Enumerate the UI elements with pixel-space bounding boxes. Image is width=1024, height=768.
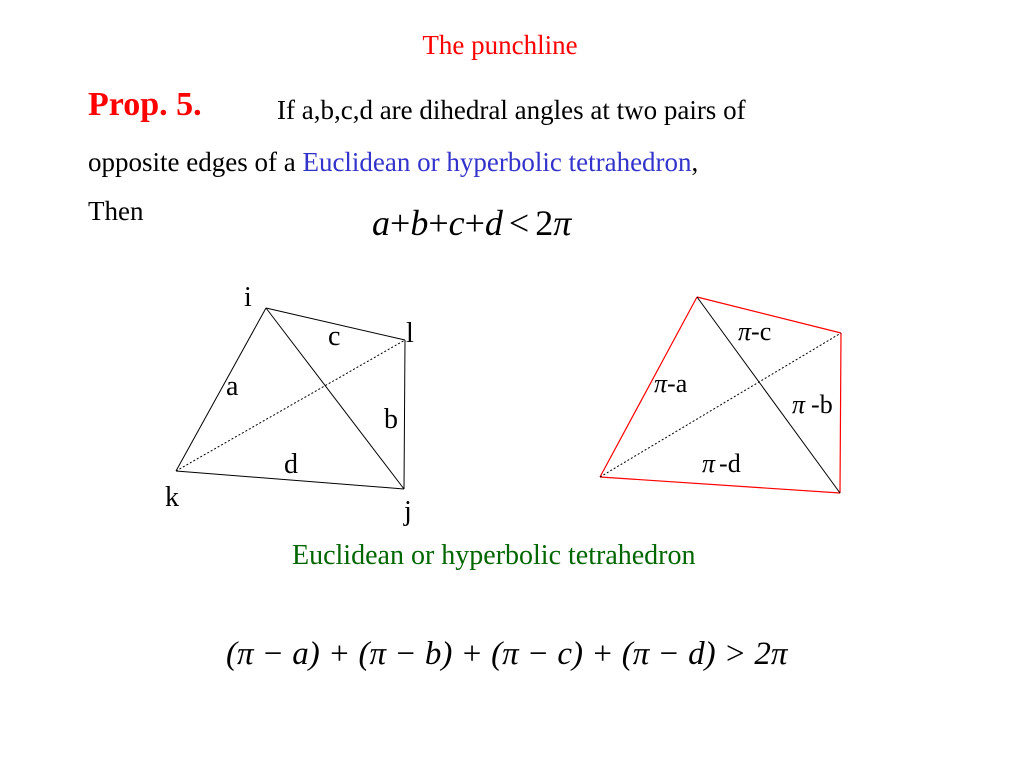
edge-label-d: d — [284, 449, 298, 480]
right-edge-right — [840, 333, 841, 493]
ineq-plus-3: + — [464, 203, 485, 243]
ineq-rhs-num: 2 — [535, 203, 554, 243]
edge-label-a: a — [226, 371, 239, 402]
ineq-c: c — [448, 203, 465, 243]
right-edge-bottom — [600, 477, 840, 493]
pi-symbol: π — [792, 390, 806, 419]
left-tetrahedron-labels — [165, 282, 414, 527]
proposition-line-2-prefix: opposite edges of a — [88, 147, 303, 177]
vertex-label-l: l — [406, 318, 414, 349]
edge-ik — [176, 308, 266, 471]
diagram-caption: Euclidean or hyperbolic tetrahedron — [292, 540, 696, 571]
ineq-a: a — [372, 203, 390, 243]
proposition-label: Prop. 5. — [88, 86, 202, 123]
right-label-pi-c: π-c — [738, 317, 772, 346]
proposition-highlight: Euclidean or hyperbolic tetrahedron — [302, 147, 692, 177]
right-label-pi-d: π -d — [702, 449, 741, 478]
right-label-pi-b: π -b — [792, 390, 833, 419]
vertex-label-j: j — [404, 496, 412, 527]
proposition-line-2-suffix: , — [691, 147, 699, 177]
right-label-pi-a: π-a — [654, 369, 688, 398]
vertex-label-k: k — [165, 482, 179, 513]
ineq-d: d — [484, 203, 503, 243]
right-tetrahedron-labels — [654, 317, 833, 478]
vertex-label-i: i — [244, 282, 252, 313]
ineq-rhs-pi: π — [553, 203, 572, 243]
edge-label-c: c — [328, 321, 341, 352]
pi-symbol: π — [738, 317, 752, 346]
proposition-line-3: Then — [88, 196, 144, 226]
slide-title: The punchline — [422, 30, 578, 60]
edge-lj — [404, 340, 405, 489]
pi-symbol: π — [654, 369, 668, 398]
proposition-line-1: If a,b,c,d are dihedral angles at two pairs of — [277, 95, 746, 125]
ineq-lt: < — [508, 203, 530, 243]
edge-label-b: b — [384, 404, 398, 435]
ineq-plus-1: + — [390, 203, 411, 243]
ineq-b: b — [410, 203, 429, 243]
ineq-plus-2: + — [428, 203, 449, 243]
inequality-supplementary-sum: (π − a) + (π − b) + (π − c) + (π − d) > 2π — [226, 636, 788, 672]
pi-symbol: π — [702, 449, 716, 478]
